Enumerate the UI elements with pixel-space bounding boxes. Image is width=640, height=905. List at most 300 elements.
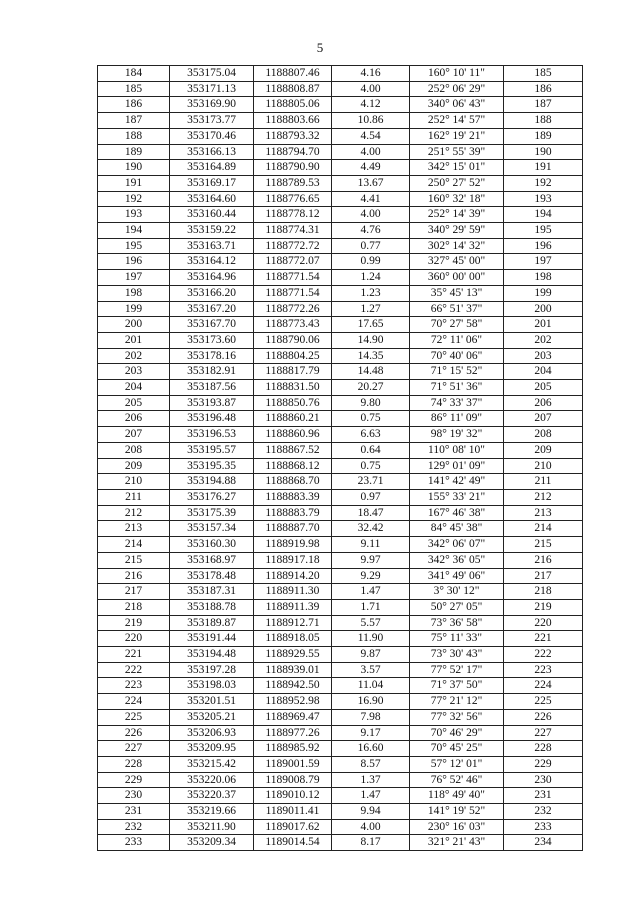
bearing-cell: 71° 15' 52" [410,364,504,380]
distance-cell: 1.37 [332,772,410,788]
bearing-cell: 77° 21' 12" [410,694,504,710]
x-coordinate-cell: 353164.96 [170,270,254,286]
next-point-cell: 213 [504,505,583,521]
table-row [98,442,583,458]
x-coordinate-cell: 353173.60 [170,332,254,348]
y-coordinate-cell: 1188911.30 [254,584,332,600]
point-number-cell: 195 [98,238,170,254]
next-point-cell: 211 [504,474,583,490]
next-point-cell: 215 [504,537,583,553]
x-coordinate-cell: 353167.20 [170,301,254,317]
distance-cell: 1.47 [332,584,410,600]
y-coordinate-cell: 1188793.32 [254,128,332,144]
point-number-cell: 207 [98,427,170,443]
next-point-cell: 217 [504,568,583,584]
x-coordinate-cell: 353215.42 [170,756,254,772]
bearing-cell: 360° 00' 00" [410,270,504,286]
y-coordinate-cell: 1188867.52 [254,442,332,458]
table-row [98,788,583,804]
bearing-cell: 71° 51' 36" [410,380,504,396]
bearing-cell: 75° 11' 33" [410,631,504,647]
bearing-cell: 252° 06' 29" [410,81,504,97]
x-coordinate-cell: 353188.78 [170,599,254,615]
table-row [98,380,583,396]
distance-cell: 4.00 [332,144,410,160]
table-row [98,819,583,835]
table-row [98,270,583,286]
table-row [98,427,583,443]
point-number-cell: 210 [98,474,170,490]
distance-cell: 3.57 [332,662,410,678]
distance-cell: 14.90 [332,332,410,348]
bearing-cell: 342° 15' 01" [410,160,504,176]
next-point-cell: 188 [504,113,583,129]
y-coordinate-cell: 1188919.98 [254,537,332,553]
y-coordinate-cell: 1188868.12 [254,458,332,474]
y-coordinate-cell: 1188918.05 [254,631,332,647]
y-coordinate-cell: 1189011.41 [254,804,332,820]
bearing-cell: 70° 27' 58" [410,317,504,333]
y-coordinate-cell: 1188771.54 [254,270,332,286]
distance-cell: 4.12 [332,97,410,113]
distance-cell: 7.98 [332,709,410,725]
table-row [98,128,583,144]
distance-cell: 4.00 [332,81,410,97]
next-point-cell: 225 [504,694,583,710]
distance-cell: 6.63 [332,427,410,443]
table-row [98,599,583,615]
x-coordinate-cell: 353206.93 [170,725,254,741]
x-coordinate-cell: 353195.35 [170,458,254,474]
bearing-cell: 57° 12' 01" [410,756,504,772]
y-coordinate-cell: 1188887.70 [254,521,332,537]
y-coordinate-cell: 1188805.06 [254,97,332,113]
next-point-cell: 206 [504,395,583,411]
y-coordinate-cell: 1188807.46 [254,66,332,82]
y-coordinate-cell: 1188969.47 [254,709,332,725]
bearing-cell: 50° 27' 05" [410,599,504,615]
distance-cell: 8.17 [332,835,410,851]
bearing-cell: 35° 45' 13" [410,285,504,301]
x-coordinate-cell: 353205.21 [170,709,254,725]
table-row [98,756,583,772]
table-row [98,81,583,97]
y-coordinate-cell: 1188912.71 [254,615,332,631]
table-row [98,458,583,474]
x-coordinate-cell: 353164.12 [170,254,254,270]
distance-cell: 4.49 [332,160,410,176]
distance-cell: 16.90 [332,694,410,710]
table-row [98,395,583,411]
y-coordinate-cell: 1188952.98 [254,694,332,710]
distance-cell: 5.57 [332,615,410,631]
x-coordinate-cell: 353175.39 [170,505,254,521]
distance-cell: 4.54 [332,128,410,144]
y-coordinate-cell: 1188883.39 [254,489,332,505]
next-point-cell: 200 [504,301,583,317]
next-point-cell: 197 [504,254,583,270]
next-point-cell: 212 [504,489,583,505]
y-coordinate-cell: 1189001.59 [254,756,332,772]
distance-cell: 9.29 [332,568,410,584]
next-point-cell: 234 [504,835,583,851]
point-number-cell: 193 [98,207,170,223]
point-number-cell: 231 [98,804,170,820]
distance-cell: 0.77 [332,238,410,254]
distance-cell: 9.17 [332,725,410,741]
next-point-cell: 199 [504,285,583,301]
x-coordinate-cell: 353157.34 [170,521,254,537]
table-row [98,474,583,490]
x-coordinate-cell: 353189.87 [170,615,254,631]
bearing-cell: 118° 49' 40" [410,788,504,804]
table-row [98,97,583,113]
distance-cell: 14.35 [332,348,410,364]
table-row [98,489,583,505]
y-coordinate-cell: 1188772.72 [254,238,332,254]
bearing-cell: 141° 19' 52" [410,804,504,820]
y-coordinate-cell: 1188790.90 [254,160,332,176]
next-point-cell: 214 [504,521,583,537]
next-point-cell: 187 [504,97,583,113]
point-number-cell: 215 [98,552,170,568]
distance-cell: 0.75 [332,411,410,427]
bearing-cell: 77° 52' 17" [410,662,504,678]
table-row [98,254,583,270]
point-number-cell: 188 [98,128,170,144]
next-point-cell: 196 [504,238,583,254]
next-point-cell: 202 [504,332,583,348]
table-row [98,741,583,757]
point-number-cell: 198 [98,285,170,301]
y-coordinate-cell: 1189010.12 [254,788,332,804]
page-number: 5 [316,40,324,55]
x-coordinate-cell: 353219.66 [170,804,254,820]
y-coordinate-cell: 1188917.18 [254,552,332,568]
distance-cell: 11.90 [332,631,410,647]
next-point-cell: 223 [504,662,583,678]
distance-cell: 4.16 [332,66,410,82]
x-coordinate-cell: 353211.90 [170,819,254,835]
y-coordinate-cell: 1188929.55 [254,647,332,663]
next-point-cell: 231 [504,788,583,804]
x-coordinate-cell: 353168.97 [170,552,254,568]
bearing-cell: 72° 11' 06" [410,332,504,348]
table-row [98,238,583,254]
bearing-cell: 342° 06' 07" [410,537,504,553]
x-coordinate-cell: 353187.56 [170,380,254,396]
distance-cell: 9.87 [332,647,410,663]
distance-cell: 4.41 [332,191,410,207]
y-coordinate-cell: 1188803.66 [254,113,332,129]
x-coordinate-cell: 353173.77 [170,113,254,129]
y-coordinate-cell: 1188789.53 [254,175,332,191]
bearing-cell: 76° 52' 46" [410,772,504,788]
distance-cell: 1.71 [332,599,410,615]
x-coordinate-cell: 353175.04 [170,66,254,82]
y-coordinate-cell: 1188808.87 [254,81,332,97]
x-coordinate-cell: 353166.20 [170,285,254,301]
point-number-cell: 222 [98,662,170,678]
point-number-cell: 208 [98,442,170,458]
x-coordinate-cell: 353193.87 [170,395,254,411]
point-number-cell: 194 [98,223,170,239]
next-point-cell: 194 [504,207,583,223]
point-number-cell: 218 [98,599,170,615]
y-coordinate-cell: 1188804.25 [254,348,332,364]
next-point-cell: 218 [504,584,583,600]
point-number-cell: 184 [98,66,170,82]
point-number-cell: 212 [98,505,170,521]
table-row [98,207,583,223]
x-coordinate-cell: 353170.46 [170,128,254,144]
y-coordinate-cell: 1188977.26 [254,725,332,741]
table-row [98,537,583,553]
bearing-cell: 162° 19' 21" [410,128,504,144]
next-point-cell: 203 [504,348,583,364]
x-coordinate-cell: 353159.22 [170,223,254,239]
x-coordinate-cell: 353198.03 [170,678,254,694]
bearing-cell: 341° 49' 06" [410,568,504,584]
table-row [98,191,583,207]
y-coordinate-cell: 1188868.70 [254,474,332,490]
point-number-cell: 199 [98,301,170,317]
point-number-cell: 225 [98,709,170,725]
point-number-cell: 202 [98,348,170,364]
bearing-cell: 66° 51' 37" [410,301,504,317]
next-point-cell: 229 [504,756,583,772]
table-row [98,631,583,647]
point-number-cell: 186 [98,97,170,113]
y-coordinate-cell: 1188817.79 [254,364,332,380]
distance-cell: 20.27 [332,380,410,396]
next-point-cell: 205 [504,380,583,396]
table-row [98,332,583,348]
next-point-cell: 221 [504,631,583,647]
x-coordinate-cell: 353197.28 [170,662,254,678]
bearing-cell: 98° 19' 32" [410,427,504,443]
table-row [98,113,583,129]
next-point-cell: 192 [504,175,583,191]
point-number-cell: 191 [98,175,170,191]
table-row [98,411,583,427]
y-coordinate-cell: 1188772.26 [254,301,332,317]
next-point-cell: 209 [504,442,583,458]
table-row [98,175,583,191]
bearing-cell: 77° 32' 56" [410,709,504,725]
table-row [98,678,583,694]
y-coordinate-cell: 1189017.62 [254,819,332,835]
table-row [98,584,583,600]
next-point-cell: 228 [504,741,583,757]
x-coordinate-cell: 353176.27 [170,489,254,505]
table-row [98,552,583,568]
point-number-cell: 233 [98,835,170,851]
point-number-cell: 211 [98,489,170,505]
bearing-cell: 70° 45' 25" [410,741,504,757]
table-row [98,615,583,631]
y-coordinate-cell: 1188831.50 [254,380,332,396]
y-coordinate-cell: 1188939.01 [254,662,332,678]
point-number-cell: 220 [98,631,170,647]
x-coordinate-cell: 353191.44 [170,631,254,647]
distance-cell: 4.00 [332,207,410,223]
distance-cell: 0.64 [332,442,410,458]
bearing-cell: 70° 46' 29" [410,725,504,741]
table-row [98,505,583,521]
x-coordinate-cell: 353171.13 [170,81,254,97]
distance-cell: 1.23 [332,285,410,301]
distance-cell: 11.04 [332,678,410,694]
distance-cell: 0.75 [332,458,410,474]
point-number-cell: 226 [98,725,170,741]
next-point-cell: 185 [504,66,583,82]
x-coordinate-cell: 353187.31 [170,584,254,600]
y-coordinate-cell: 1188883.79 [254,505,332,521]
table-row [98,144,583,160]
x-coordinate-cell: 353194.48 [170,647,254,663]
y-coordinate-cell: 1188860.96 [254,427,332,443]
x-coordinate-cell: 353164.89 [170,160,254,176]
point-number-cell: 227 [98,741,170,757]
y-coordinate-cell: 1188942.50 [254,678,332,694]
table-row [98,647,583,663]
bearing-cell: 252° 14' 39" [410,207,504,223]
next-point-cell: 222 [504,647,583,663]
coordinates-table [97,65,583,851]
bearing-cell: 155° 33' 21" [410,489,504,505]
next-point-cell: 220 [504,615,583,631]
y-coordinate-cell: 1188850.76 [254,395,332,411]
bearing-cell: 250° 27' 52" [410,175,504,191]
table-row [98,285,583,301]
x-coordinate-cell: 353195.57 [170,442,254,458]
table-row [98,301,583,317]
x-coordinate-cell: 353220.37 [170,788,254,804]
y-coordinate-cell: 1189014.54 [254,835,332,851]
distance-cell: 10.86 [332,113,410,129]
table-row [98,662,583,678]
point-number-cell: 197 [98,270,170,286]
next-point-cell: 210 [504,458,583,474]
point-number-cell: 228 [98,756,170,772]
distance-cell: 1.27 [332,301,410,317]
point-number-cell: 221 [98,647,170,663]
distance-cell: 1.24 [332,270,410,286]
bearing-cell: 141° 42' 49" [410,474,504,490]
next-point-cell: 204 [504,364,583,380]
x-coordinate-cell: 353178.16 [170,348,254,364]
y-coordinate-cell: 1188772.07 [254,254,332,270]
bearing-cell: 342° 36' 05" [410,552,504,568]
bearing-cell: 70° 40' 06" [410,348,504,364]
table-row [98,568,583,584]
distance-cell: 4.00 [332,819,410,835]
point-number-cell: 200 [98,317,170,333]
distance-cell: 9.94 [332,804,410,820]
distance-cell: 13.67 [332,175,410,191]
table-row [98,66,583,82]
bearing-cell: 73° 30' 43" [410,647,504,663]
point-number-cell: 219 [98,615,170,631]
bearing-cell: 71° 37' 50" [410,678,504,694]
x-coordinate-cell: 353182.91 [170,364,254,380]
bearing-cell: 251° 55' 39" [410,144,504,160]
distance-cell: 1.47 [332,788,410,804]
x-coordinate-cell: 353209.34 [170,835,254,851]
point-number-cell: 232 [98,819,170,835]
bearing-cell: 340° 29' 59" [410,223,504,239]
bearing-cell: 74° 33' 37" [410,395,504,411]
next-point-cell: 219 [504,599,583,615]
distance-cell: 23.71 [332,474,410,490]
bearing-cell: 3° 30' 12" [410,584,504,600]
next-point-cell: 230 [504,772,583,788]
next-point-cell: 198 [504,270,583,286]
bearing-cell: 160° 32' 18" [410,191,504,207]
point-number-cell: 223 [98,678,170,694]
table-row [98,709,583,725]
y-coordinate-cell: 1188774.31 [254,223,332,239]
table-row [98,364,583,380]
x-coordinate-cell: 353169.17 [170,175,254,191]
point-number-cell: 209 [98,458,170,474]
x-coordinate-cell: 353164.60 [170,191,254,207]
distance-cell: 9.11 [332,537,410,553]
distance-cell: 32.42 [332,521,410,537]
bearing-cell: 321° 21' 43" [410,835,504,851]
y-coordinate-cell: 1188911.39 [254,599,332,615]
bearing-cell: 302° 14' 32" [410,238,504,254]
next-point-cell: 232 [504,804,583,820]
bearing-cell: 84° 45' 38" [410,521,504,537]
y-coordinate-cell: 1188771.54 [254,285,332,301]
y-coordinate-cell: 1188773.43 [254,317,332,333]
distance-cell: 8.57 [332,756,410,772]
distance-cell: 14.48 [332,364,410,380]
point-number-cell: 217 [98,584,170,600]
y-coordinate-cell: 1188985.92 [254,741,332,757]
point-number-cell: 196 [98,254,170,270]
point-number-cell: 229 [98,772,170,788]
distance-cell: 16.60 [332,741,410,757]
point-number-cell: 190 [98,160,170,176]
table-row [98,694,583,710]
distance-cell: 18.47 [332,505,410,521]
x-coordinate-cell: 353166.13 [170,144,254,160]
point-number-cell: 230 [98,788,170,804]
point-number-cell: 214 [98,537,170,553]
point-number-cell: 203 [98,364,170,380]
x-coordinate-cell: 353163.71 [170,238,254,254]
point-number-cell: 213 [98,521,170,537]
x-coordinate-cell: 353194.88 [170,474,254,490]
point-number-cell: 192 [98,191,170,207]
point-number-cell: 187 [98,113,170,129]
bearing-cell: 160° 10' 11" [410,66,504,82]
bearing-cell: 252° 14' 57" [410,113,504,129]
table-row [98,835,583,851]
x-coordinate-cell: 353201.51 [170,694,254,710]
next-point-cell: 195 [504,223,583,239]
point-number-cell: 216 [98,568,170,584]
x-coordinate-cell: 353169.90 [170,97,254,113]
distance-cell: 0.97 [332,489,410,505]
table-body [98,66,583,851]
point-number-cell: 185 [98,81,170,97]
y-coordinate-cell: 1188776.65 [254,191,332,207]
y-coordinate-cell: 1188860.21 [254,411,332,427]
